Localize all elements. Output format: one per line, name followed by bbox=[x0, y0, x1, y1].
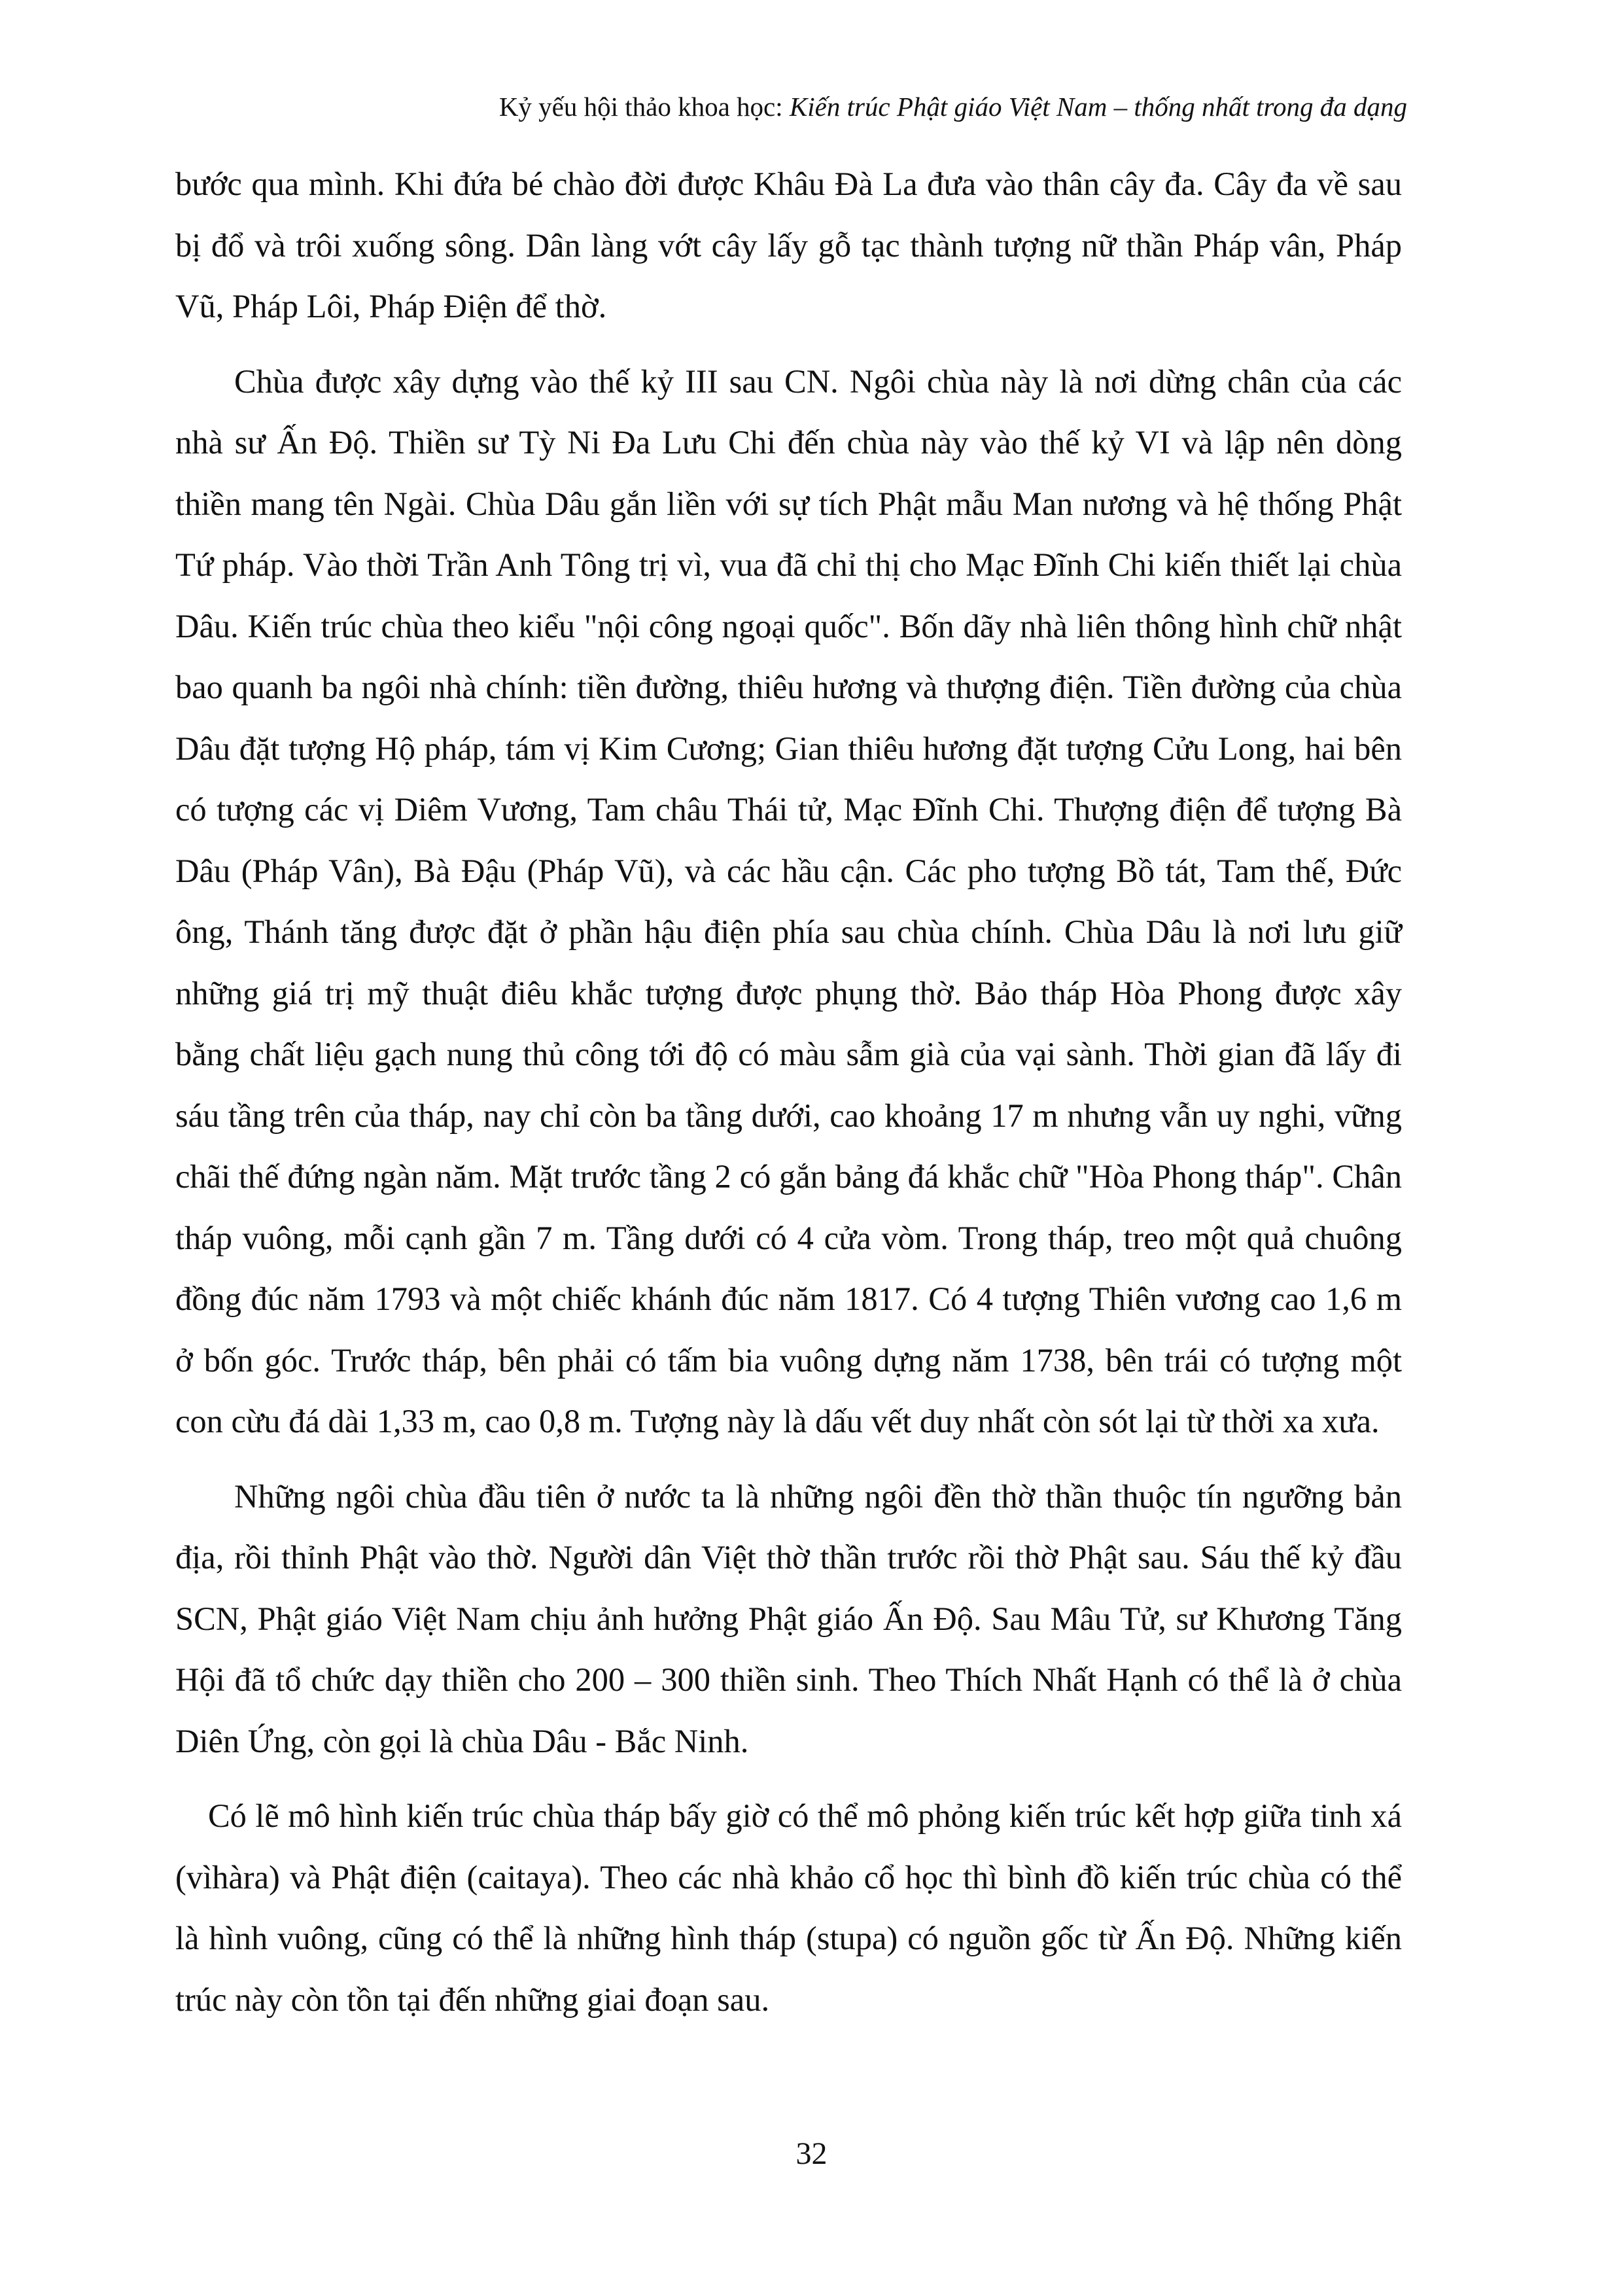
paragraph-3: Những ngôi chùa đầu tiên ở nước ta là những ngôi đền thờ thần thuộc tín ngưỡng bản địa, rồi thỉnh Phật vào thờ. Người dân Việt thờ thần trước rồi thờ Phật sau. Sáu thế kỷ đầu SCN, Phật giáo Việt Nam chịu ảnh hưởng Phật giáo Ấn Độ. Sau Mâu Tử, sư Khương Tăng Hội đã tổ chức dạy thiền cho 200 – 300 thiền sinh. Theo Thích Nhất Hạnh có thể là ở chùa Diên Ứng, còn gọi là chùa Dâu - Bắc Ninh. bbox=[175, 1477, 1402, 1759]
paragraph-2: Chùa được xây dựng vào thế kỷ III sau CN. Ngôi chùa này là nơi dừng chân của các nhà sư Ấn Độ. Thiền sư Tỳ Ni Đa Lưu Chi đến chùa này vào thế kỷ VI và lập nên dòng thiền mang tên Ngài. Chùa Dâu gắn liền với sự tích Phật mẫu Man nương và hệ thống Phật Tứ pháp. Vào thời Trần Anh Tông trị vì, vua đã chỉ thị cho Mạc Đĩnh Chi kiến thiết lại chùa Dâu. Kiến trúc chùa theo kiểu "nội công ngoại quốc". Bốn dãy nhà liên thông hình chữ nhật bao quanh ba ngôi nhà chính: tiền đường, thiêu hương và thượng điện. Tiền đường của chùa Dâu đặt tượng Hộ pháp, tám vị Kim Cương; Gian thiêu hương đặt tượng Cửu Long, hai bên có tượng các vị Diêm Vương, Tam châu Thái tử, Mạc Đĩnh Chi. Thượng điện để tượng Bà Dâu (Pháp Vân), Bà Đậu (Pháp Vũ), và các hầu cận. Các pho tượng Bồ tát, Tam thế, Đức ông, Thánh tăng được đặt ở phần hậu điện phía sau chùa chính. Chùa Dâu là nơi lưu giữ những giá trị mỹ thuật điêu khắc tượng được phụng thờ. Bảo tháp Hòa Phong được xây bằng chất liệu gạch nung thủ công tới độ có màu sẫm già của vại sành. Thời gian đã lấy đi sáu tầng trên của tháp, nay chỉ còn ba tầng dưới, cao khoảng 17 m nhưng vẫn uy nghi, vững chãi thế đứng ngàn năm. Mặt trước tầng 2 có gắn bảng đá khắc chữ "Hòa Phong tháp". Chân tháp vuông, mỗi cạnh gần 7 m. Tầng dưới có 4 cửa vòm. Trong tháp, treo một quả chuông đồng đúc năm 1793 và một chiếc khánh đúc năm 1817. Có 4 tượng Thiên vương cao 1,6 m ở bốn góc. Trước tháp, bên phải có tấm bia vuông dựng năm 1738, bên trái có tượng một con cừu đá dài 1,33 m, cao 0,8 m. Tượng này là dấu vết duy nhất còn sót lại từ thời xa xưa. bbox=[175, 362, 1402, 1439]
header-prefix: Kỷ yếu hội thảo khoa học: bbox=[498, 92, 790, 122]
header-title: Kiến trúc Phật giáo Việt Nam – thống nhất trong đa dạng bbox=[789, 92, 1407, 122]
running-header bbox=[499, 90, 1407, 123]
paragraph-4: Có lẽ mô hình kiến trúc chùa tháp bấy giờ có thể mô phỏng kiến trúc kết hợp giữa tinh xá (vìhàra) và Phật điện (caitaya). Theo các nhà khảo cổ học thì bình đồ kiến trúc chùa có thể là hình vuông, cũng có thể là những hình tháp (stupa) có nguồn gốc từ Ấn Độ. Những kiến trúc này còn tồn tại đến những giai đoạn sau. bbox=[175, 1797, 1402, 2018]
page-number: 32 bbox=[795, 2136, 828, 2171]
paragraph-1: bước qua mình. Khi đứa bé chào đời được Khâu Đà La đưa vào thân cây đa. Cây đa về sau bị đổ và trôi xuống sông. Dân làng vớt cây lấy gỗ tạc thành tượng nữ thần Pháp vân, Pháp Vũ, Pháp Lôi, Pháp Điện để thờ. bbox=[175, 166, 1402, 325]
document-body bbox=[175, 154, 1402, 2030]
